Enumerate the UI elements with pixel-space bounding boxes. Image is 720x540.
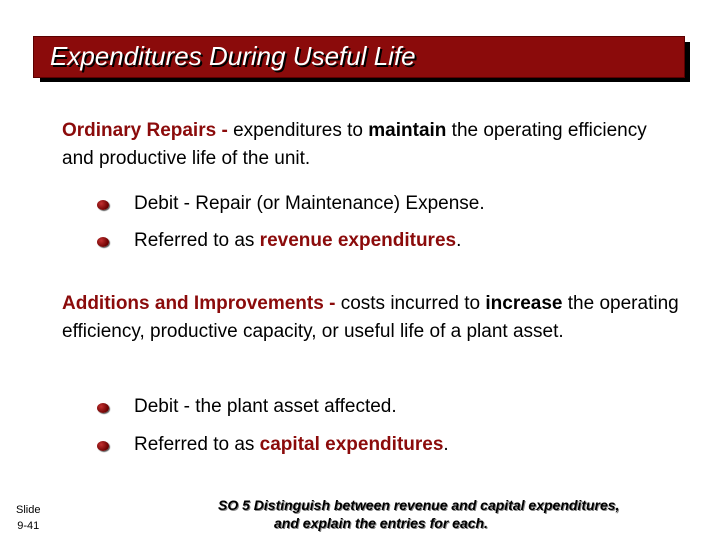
heading-dash: - (216, 120, 234, 141)
study-objective (218, 496, 688, 532)
section-additions-improvements (62, 290, 687, 346)
bullet-text-post: . (456, 230, 462, 251)
study-objective-line1: SO 5 Distinguish between revenue and capital expenditures, (218, 497, 620, 513)
slide-label: Slide (16, 504, 41, 516)
section-heading: Ordinary Repairs (62, 120, 217, 141)
bullet-text-pre: Referred to as (134, 230, 260, 251)
bullet-icon (97, 441, 109, 451)
bullet-text: Debit - Repair (or Maintenance) Expense. (134, 193, 485, 214)
bullet-emphasis: capital expenditures (259, 434, 444, 455)
section-paragraph (62, 117, 682, 173)
section-text-rest: the operating efficiency and productive life of the unit. (62, 120, 647, 169)
section-keyword: increase (485, 293, 563, 314)
slide-number (16, 502, 40, 534)
bullet-text (134, 230, 461, 252)
section-ordinary-repairs (62, 117, 682, 173)
bullet-icon (97, 237, 109, 247)
bullet-text-post: . (443, 434, 449, 455)
study-objective-line2: and explain the entries for each. (274, 515, 488, 531)
section-paragraph (62, 290, 687, 346)
bullet-emphasis: revenue expenditures (259, 230, 457, 251)
page-title: Expenditures During Useful Life (50, 41, 416, 71)
heading-dash: - (323, 293, 341, 314)
bullet-text-pre: Referred to as (134, 434, 260, 455)
bullet-icon (97, 403, 109, 413)
section-heading: Additions and Improvements (62, 293, 324, 314)
slide-number-value: 9-41 (17, 520, 40, 532)
title-bar (33, 36, 685, 78)
section-text: expenditures to (233, 120, 369, 141)
section-text-rest: the operating efficiency, productive capacity, or useful life of a plant asset. (62, 293, 679, 342)
bullet-icon (97, 200, 109, 210)
bullet-text (134, 434, 449, 456)
section-keyword: maintain (368, 120, 447, 141)
section-text: costs incurred to (340, 293, 486, 314)
bullet-text: Debit - the plant asset affected. (134, 396, 397, 417)
